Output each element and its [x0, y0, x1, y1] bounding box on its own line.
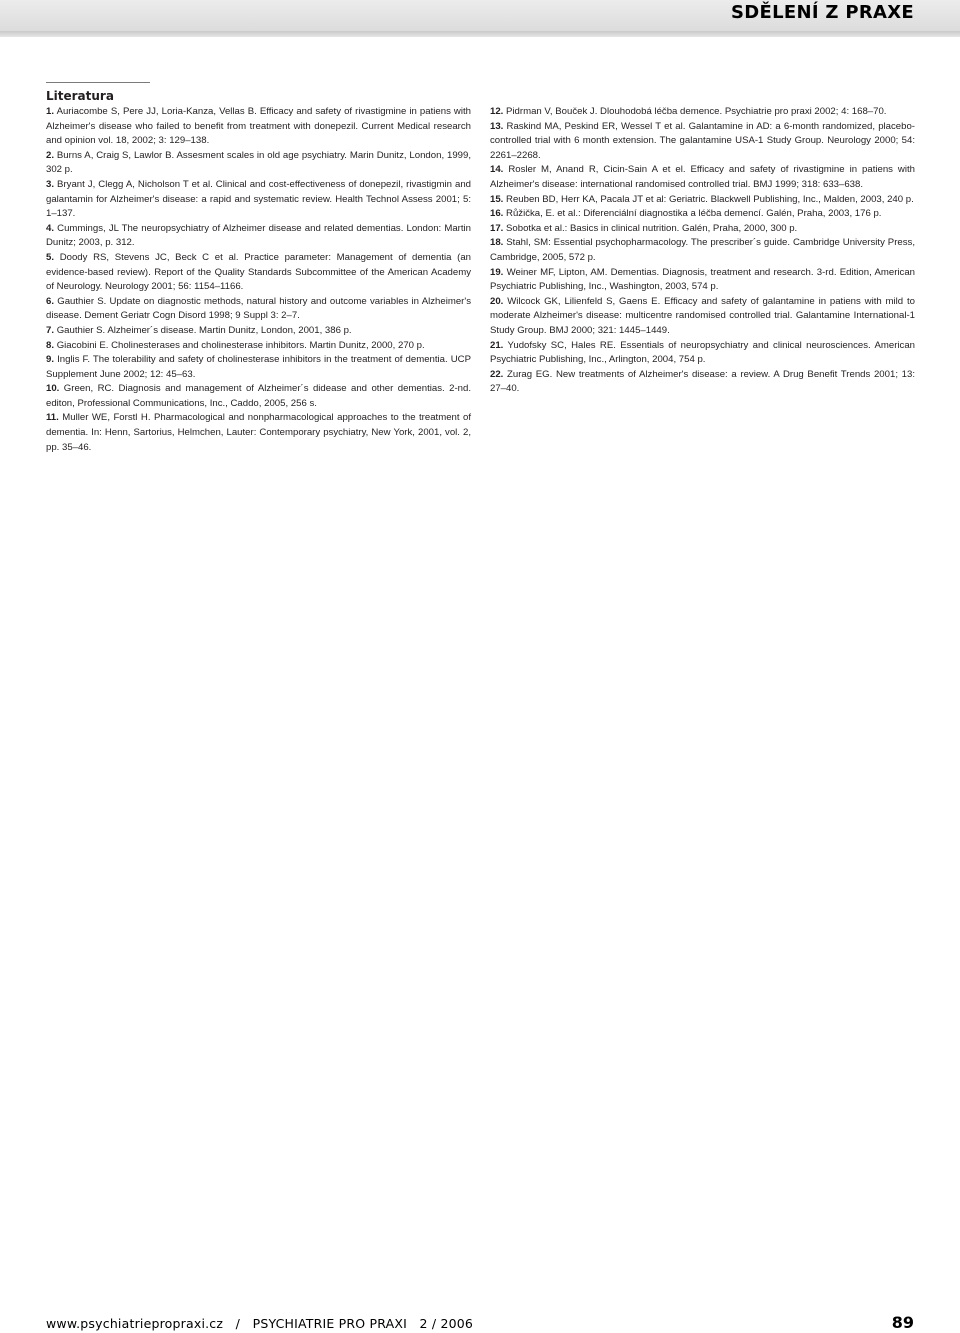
reference-item [46, 411, 471, 455]
reference-text: Burns A, Craig S, Lawlor B. Assesment scales in old age psychiatry. Marin Dunitz, London, 1999, 302 p. [46, 149, 471, 176]
reference-text: Doody RS, Stevens JC, Beck C et al. Practice parameter: Management of dementia (an evidence-based review). Report of the Quality Standards Subcommittee of the American Academy of Neurology. Neurology 2001; 56: 1154–1166. [46, 251, 472, 293]
reference-text: Pidrman V, Bouček J. Dlouhodobá léčba demence. Psychiatrie pro praxi 2002; 4: 168–70. [506, 106, 887, 117]
reference-item [46, 222, 471, 251]
page-number: 89 [891, 1313, 914, 1332]
reference-number: 19. [490, 266, 504, 278]
reference-item [490, 339, 915, 368]
reference-item [490, 120, 915, 164]
reference-item [490, 236, 915, 265]
reference-number: 10. [46, 383, 60, 395]
references-right-column [490, 105, 915, 397]
reference-text: Weiner MF, Lipton, AM. Dementias. Diagnosis, treatment and research. 3-rd. Edition, American Psychiatric Publishing, Inc., Washington, 2003, 574 p. [490, 266, 915, 293]
reference-number: 4. [46, 222, 55, 234]
reference-text: Green, RC. Diagnosis and management of Alzheimer´s didease and other dementias. 2-nd. editon, Professional Communications, Inc., Caddo, 2005, 256 s. [46, 383, 471, 409]
reference-number: 6. [46, 295, 55, 307]
reference-text: Yudofsky SC, Hales RE. Essentials of neuropsychiatry and clinical neurosciences. American Psychiatric Publishing, Inc., Arlington, 2004, 754 p. [490, 339, 915, 366]
reference-item [490, 207, 915, 222]
reference-text: Stahl, SM: Essential psychopharmacology. The prescriber´s guide. Cambridge University Press, Cambridge, 2005, 572 p. [490, 237, 915, 263]
reference-text: Inglis F. The tolerability and safety of cholinesterase inhibitors in the treatment of dementia. UCP Supplement June 2002; 12: 45–63. [46, 354, 471, 380]
reference-text: Giacobini E. Cholinesterases and cholinesterase inhibitors. Martin Dunitz, 2000, 270 p. [56, 339, 425, 351]
reference-number: 13. [490, 120, 504, 132]
literature-rule [46, 82, 150, 83]
reference-text: Reuben BD, Herr KA, Pacala JT et al: Geriatric. Blackwell Publishing, Inc., Malden, 2003, 240 p. [506, 193, 914, 205]
references-left-column [46, 105, 471, 455]
reference-item [490, 295, 915, 339]
reference-number: 11. [46, 412, 59, 424]
reference-number: 15. [490, 193, 504, 205]
reference-text: Růžička, E. et al.: Diferenciální diagnostika a léčba demencí. Galén, Praha, 2003, 176 p. [506, 208, 882, 220]
reference-number: 17. [490, 222, 504, 234]
reference-item [46, 251, 471, 295]
reference-item [46, 178, 471, 222]
reference-text: Auriacombe S, Pere JJ, Loria-Kanza, Vellas B. Efficacy and safety of rivastigmine in patiens with Alzheimer's disease who failed to benefit from treatment with donepezil. Current Medical research and opinion vol. 18, 2002; 3: 129–138. [46, 106, 471, 147]
reference-item [46, 353, 471, 382]
reference-text: Sobotka et al.: Basics in clinical nutrition. Galén, Praha, 2000, 300 p. [506, 222, 798, 234]
header-rule [0, 31, 960, 37]
reference-number: 16. [490, 208, 504, 220]
reference-text: Bryant J, Clegg A, Nicholson T et al. Clinical and cost-effectiveness of donepezil, rivastigmin and galantamin for Alzheimer's disease: a rapid and systematic review. Health Technol Assess 2001; 5: 1–137. [46, 178, 472, 220]
reference-number: 5. [46, 251, 55, 263]
reference-item [46, 105, 471, 149]
reference-item [46, 295, 471, 324]
reference-number: 18. [490, 237, 504, 249]
reference-item [490, 105, 915, 120]
reference-text: Rosler M, Anand R, Cicin-Sain A et el. Efficacy and safety of rivastigmine in patiens with Alzheimer's disease: international randomised controlled trial. BMJ 1999; 318: 633–638. [490, 164, 915, 190]
reference-number: 14. [490, 164, 504, 176]
reference-text: Raskind MA, Peskind ER, Wessel T et al. Galantamine in AD: a 6-month randomized, placebo-controlled trial with 6 month extension. The galantamine USA-1 Study Group. Neurology 2000; 54: 2261–2268. [490, 120, 915, 161]
footer-journal-info: www.psychiatriepropraxi.cz / PSYCHIATRIE PRO PRAXI 2 / 2006 [46, 1316, 474, 1331]
reference-text: Muller WE, Forstl H. Pharmacological and nonpharmacological approaches to the treatment of dementia. In: Henn, Sartorius, Helmchen, Lauter: Contemporary psychiatry, New York, 2001, vol. 2, pp. 35–46. [46, 412, 471, 453]
reference-text: Gauthier S. Update on diagnostic methods, natural history and outcome variables in Alzheimer's disease. Dement Geriatr Cogn Disord 1998; 9 Suppl 3: 2–7. [46, 295, 471, 322]
reference-number: 3. [46, 178, 55, 190]
reference-text: Wilcock GK, Lilienfeld S, Gaens E. Efficacy and safety of galantamine in patiens with mild to moderate Alzheimer's disease: multicentre randomised controlled trial. Galantamine International-1 Study Group. BMJ 2000; 321: 1445–1449. [490, 295, 915, 336]
reference-item [46, 324, 471, 339]
reference-number: 8. [46, 339, 55, 351]
reference-number: 9. [46, 354, 55, 366]
reference-item [46, 339, 471, 354]
reference-item [490, 368, 915, 397]
reference-text: Cummings, JL The neuropsychiatry of Alzheimer disease and related dementias. London: Martin Dunitz; 2003, p. 312. [46, 222, 471, 249]
reference-text: Zurag EG. New treatments of Alzheimer's disease: a review. A Drug Benefit Trends 2001; 13: 27–40. [490, 368, 915, 395]
reference-number: 22. [490, 368, 504, 380]
section-title: SDĚLENÍ Z PRAXE [731, 2, 914, 23]
reference-text: Gauthier S. Alzheimer´s disease. Martin Dunitz, London, 2001, 386 p. [56, 324, 352, 336]
reference-item [490, 222, 915, 237]
reference-item [46, 149, 471, 178]
reference-item [490, 266, 915, 295]
reference-item [490, 163, 915, 192]
reference-number: 21. [490, 339, 504, 351]
reference-number: 7. [46, 324, 55, 336]
reference-number: 20. [490, 295, 504, 307]
reference-number: 12. [490, 106, 504, 117]
reference-number: 1. [46, 106, 55, 117]
reference-item [46, 382, 471, 411]
literature-heading: Literatura [46, 89, 114, 103]
reference-number: 2. [46, 149, 55, 161]
reference-item [490, 193, 915, 208]
